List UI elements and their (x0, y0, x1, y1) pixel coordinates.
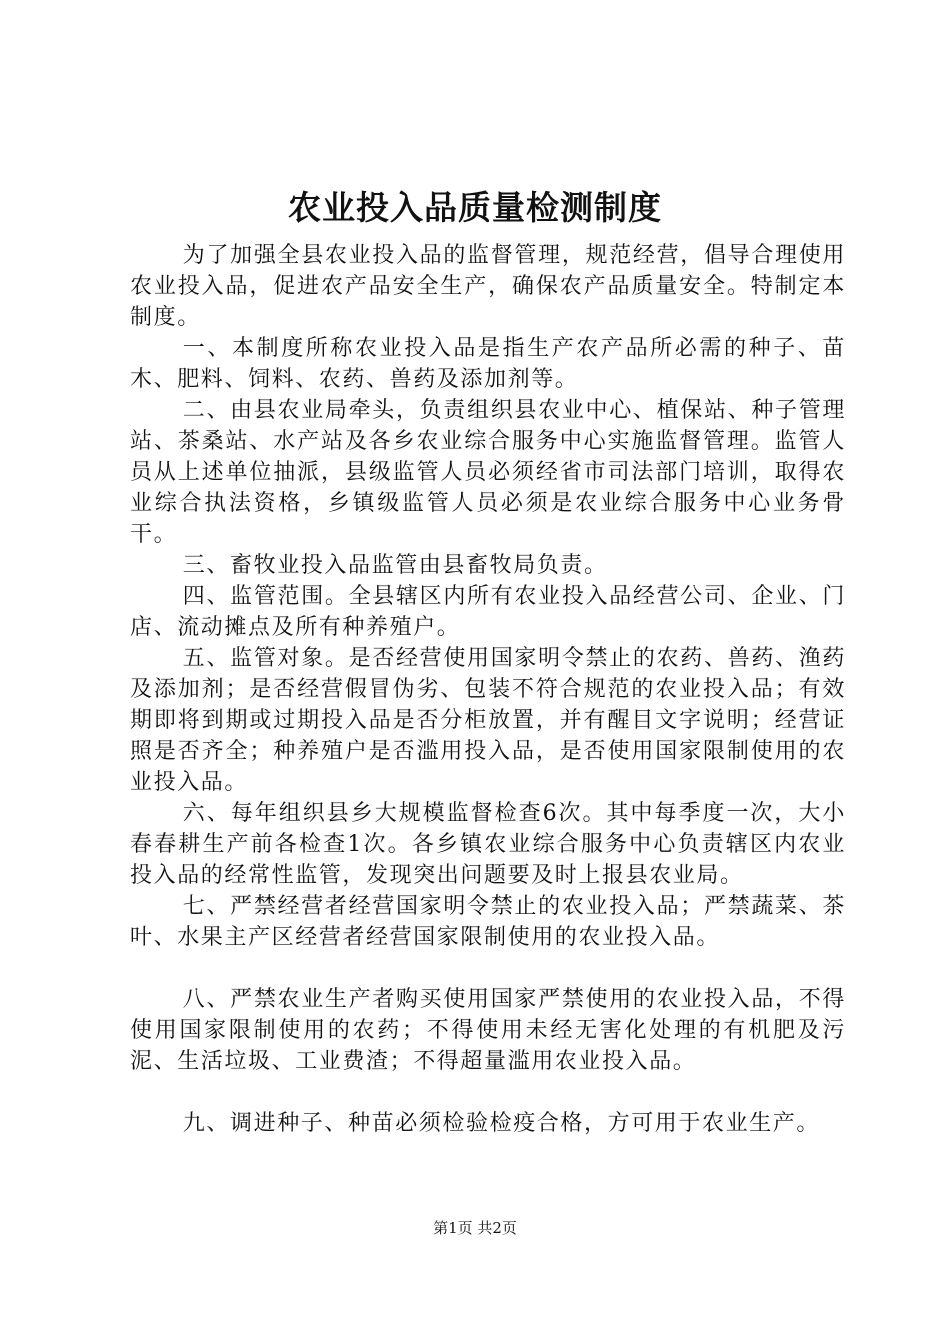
document-body (130, 240, 846, 1139)
paragraph-7: 七、严禁经营者经营国家明令禁止的农业投入品；严禁蔬菜、茶叶、水果主产区经营者经营国家限制使用的农业投入品。 (130, 894, 846, 950)
paragraph-9: 九、调进种子、种苗必须检验检疫合格，方可用于农业生产。 (182, 1111, 820, 1136)
paragraph-intro: 为了加强全县农业投入品的监督管理，规范经营，倡导合理使用农业投入品，促进农产品安全生产，确保农产品质量安全。特制定本制度。 (130, 243, 846, 330)
paragraph-8: 八、严禁农业生产者购买使用国家严禁使用的农业投入品，不得使用国家限制使用的农药；不得使用未经无害化处理的有机肥及污泥、生活垃圾、工业费渣；不得超量滥用农业投入品。 (130, 987, 846, 1074)
paragraph-spacer (130, 1077, 846, 1108)
paragraph-6: 六、每年组织县乡大规模监督检查6次。其中每季度一次，大小春春耕生产前各检查1次。各乡镇农业综合服务中心负责辖区内农业投入品的经常性监管，发现突出问题要及时上报县农业局。 (130, 801, 846, 888)
page-number-footer: 第1页 共2页 (433, 1219, 517, 1237)
paragraph-2: 二、由县农业局牵头，负责组织县农业中心、植保站、种子管理站、茶桑站、水产站及各乡农业综合服务中心实施监督管理。监管人员从上述单位抽派，县级监管人员必须经省市司法部门培训，取得农业综合执法资格，乡镇级监管人员必须是农业综合服务中心业务骨干。 (130, 398, 846, 547)
paragraph-5: 五、监管对象。是否经营使用国家明令禁止的农药、兽药、渔药及添加剂；是否经营假冒伪劣、包装不符合规范的农业投入品；有效期即将到期或过期投入品是否分柜放置，并有醒目文字说明；经营证照是否齐全；种养殖户是否滥用投入品，是否使用国家限制使用的农业投入品。 (130, 646, 846, 795)
paragraph-1: 一、本制度所称农业投入品是指生产农产品所必需的种子、苗木、肥料、饲料、农药、兽药及添加剂等。 (130, 336, 846, 392)
document-title: 农业投入品质量检测制度 (288, 188, 662, 227)
paragraph-3: 三、畜牧业投入品监管由县畜牧局负责。 (182, 553, 608, 578)
paragraph-spacer (130, 953, 846, 984)
paragraph-4: 四、监管范围。全县辖区内所有农业投入品经营公司、企业、门店、流动摊点及所有种养殖户。 (130, 584, 846, 640)
